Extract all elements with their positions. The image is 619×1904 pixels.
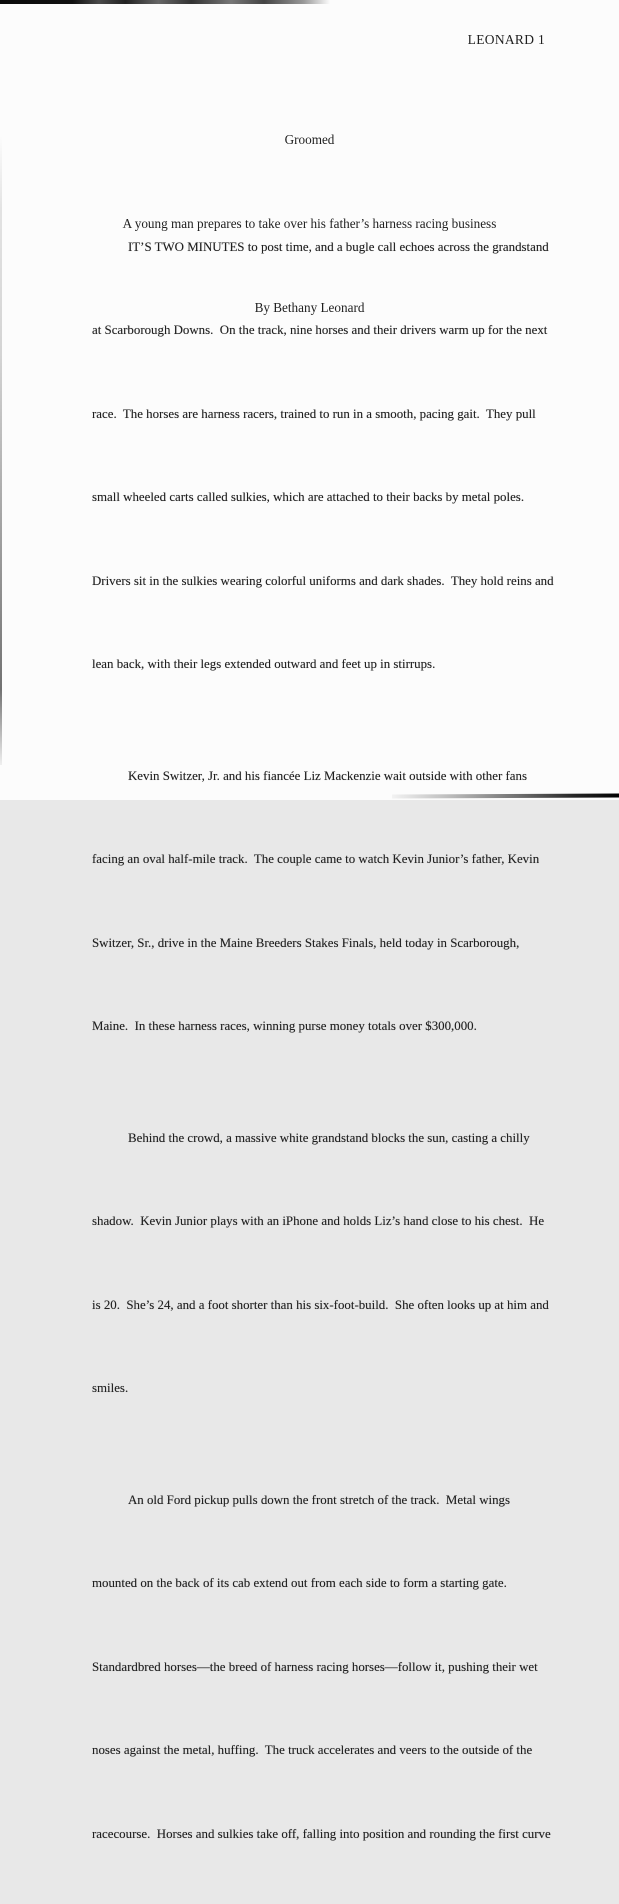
text-line: shadow. Kevin Junior plays with an iPhone and holds Liz’s hand close to his chest. He — [92, 1214, 545, 1229]
text-line: Maine. In these harness races, winning purse money totals over $300,000. — [92, 1019, 477, 1034]
text-line: Kevin Switzer, Jr. and his fiancée Liz Mackenzie wait outside with other fans — [128, 768, 527, 783]
text-line: noses against the metal, huffing. The truck accelerates and veers to the outside of the — [92, 1743, 533, 1758]
body-text — [92, 178, 599, 1904]
page-number-header: LEONARD 1 — [467, 32, 545, 47]
text-line: An old Ford pickup pulls down the front stretch of the track. Metal wings — [128, 1492, 510, 1507]
text-line: lean back, with their legs extended outward and feet up in stirrups. — [92, 657, 436, 672]
scan-artifact-top-edge — [0, 0, 330, 4]
text-line: mounted on the back of its cab extend out from each side to form a starting gate. — [92, 1576, 507, 1591]
text-line: is 20. She’s 24, and a foot shorter than his six-foot-build. She often looks up at him and — [92, 1297, 549, 1312]
text-line: at Scarborough Downs. On the track, nine horses and their drivers warm up for the next — [92, 323, 548, 338]
text-line: Standardbred horses—the breed of harness racing horses—follow it, pushing their wet — [92, 1659, 538, 1674]
text-line: small wheeled carts called sulkies, which are attached to their backs by metal poles. — [92, 490, 525, 505]
text-line: IT’S TWO MINUTES to post time, and a bugle call echoes across the grandstand — [128, 239, 549, 254]
text-line: smiles. — [92, 1381, 129, 1396]
text-line: facing an oval half-mile track. The couple came to watch Kevin Junior’s father, Kevin — [92, 852, 540, 867]
text-line: race. The horses are harness racers, trained to run in a smooth, pacing gait. They pull — [92, 406, 536, 421]
text-line: Drivers sit in the sulkies wearing colorful uniforms and dark shades. They hold reins and — [92, 573, 554, 588]
manuscript-byline: By Bethany Leonard — [254, 300, 365, 315]
manuscript-subtitle: A young man prepares to take over his father’s harness racing business — [122, 216, 497, 231]
text-line: Behind the crowd, a massive white grandstand blocks the sun, casting a chilly — [128, 1130, 530, 1145]
manuscript-title: Groomed — [284, 132, 335, 147]
text-line: racecourse. Horses and sulkies take off, falling into position and rounding the first curve — [92, 1826, 551, 1841]
text-line: Switzer, Sr., drive in the Maine Breeders Stakes Finals, held today in Scarborough, — [92, 935, 520, 950]
